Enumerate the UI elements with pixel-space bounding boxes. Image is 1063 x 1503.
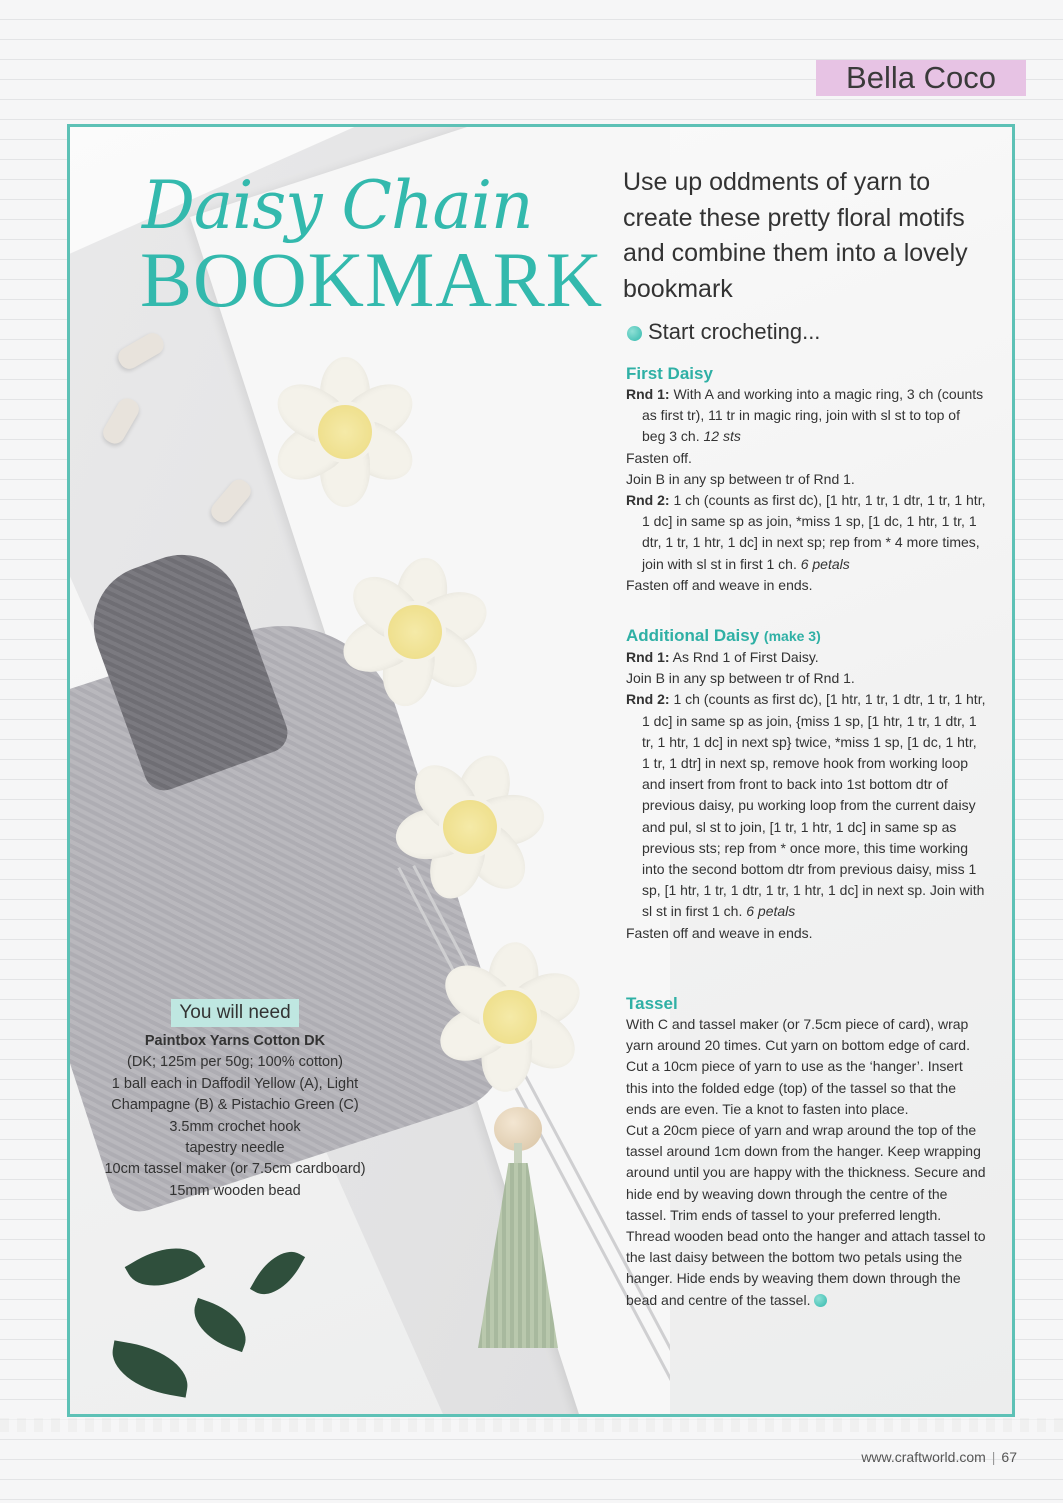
additional-daisy-rnd2: Rnd 2: 1 ch (counts as first dc), [1 htr, 1 tr, 1 dtr, 1 tr, 1 htr, 1 dc] in same sp as join, {miss 1 sp, [1 htr, 1 tr, 1 dtr, 1 tr, 1 htr, 1 dc] in next sp} twice, *miss 1 sp, [1 dc, 1 htr, 1 tr, 1 dtr] in next sp, remove hook from working loop and insert from front to back into 1st bottom dtr of previous daisy, pu working loop from the current daisy and pul, sl st to join, [1 tr, 1 htr, 1 dc] in same sp as previous sts; rep from * once more, this time working into the second bottom dtr from previous daisy, miss 1 sp, [1 htr, 1 tr, 1 dtr, 1 tr, 1 htr, 1 dc] in next sp. Join with sl st in first 1 ch. 6 petals [626, 691, 986, 920]
need-line: tapestry needle [185, 1140, 285, 1157]
article-frame [67, 124, 1015, 1417]
start-heading [627, 319, 820, 345]
first-daisy-section [626, 363, 986, 596]
tassel-para-1: With C and tassel maker (or 7.5cm piece of card), wrap yarn around 20 times. Cut yarn on bottom edge of card. Cut a 10cm piece of yarn to use as the ‘hanger’. Insert this into the folded edge (top) of the tassel so that the ends are even. Tie a knot to fasten into place. [626, 1016, 970, 1117]
photo-leaf [107, 1340, 193, 1397]
start-label: Start crocheting... [648, 319, 821, 344]
title-caps: BOOKMARK [140, 236, 604, 323]
need-line: (DK; 125m per 50g; 100% cotton) [126, 1054, 343, 1071]
bookmark-photo [70, 127, 670, 1414]
yarn-ball-icon [627, 326, 642, 341]
additional-daisy-section [626, 625, 986, 944]
need-line: 1 ball each in Daffodil Yellow (A), Light [111, 1075, 359, 1092]
intro-text: Use up oddments of yarn to create these pretty floral motifs and combine them into a lovely bookmark [623, 168, 968, 303]
photo-leaf [250, 1241, 305, 1305]
photo-leaf [125, 1232, 206, 1302]
photo-leaf [186, 1298, 255, 1352]
crochet-daisy [395, 752, 545, 902]
need-line: 3.5mm crochet hook [169, 1118, 301, 1135]
additional-daisy-heading: Additional Daisy (make 3) [626, 626, 821, 645]
first-daisy-rnd1: Rnd 1: With A and working into a magic ring, 3 ch (counts as first tr), 11 tr in magic ring, join with sl st to top of beg 3 ch. 12 sts [626, 386, 984, 445]
title-script: Daisy Chain [142, 167, 533, 244]
crochet-daisy [270, 357, 420, 507]
footer-site: www.craftworld.com [861, 1449, 986, 1465]
you-will-need-heading: You will need [171, 999, 298, 1027]
need-line: 10cm tassel maker (or 7.5cm cardboard) [104, 1161, 366, 1178]
tassel-section [626, 993, 986, 1311]
crochet-daisy [435, 942, 585, 1092]
need-line: 15mm wooden bead [169, 1182, 301, 1199]
crochet-daisy [340, 557, 490, 707]
page-footer: www.craftworld.com | 67 [861, 1449, 1017, 1465]
designer-tag: Bella Coco [816, 60, 1026, 96]
first-daisy-join: Join B in any sp between tr of Rnd 1. [626, 470, 855, 487]
need-line: Champagne (B) & Pistachio Green (C) [111, 1097, 359, 1114]
first-daisy-heading: First Daisy [626, 364, 713, 383]
first-daisy-rnd2: Rnd 2: 1 ch (counts as first dc), [1 htr, 1 tr, 1 dtr, 1 tr, 1 htr, 1 dc] in same sp as join, *miss 1 sp, [1 dc, 1 htr, 1 tr, 1 dtr, 1 tr, 1 htr, 1 dc] in next sp; rep from * 4 more times, join with sl st in first 1 ch. 6 petals [626, 492, 986, 572]
page-number: 67 [1001, 1449, 1017, 1465]
additional-daisy-join: Join B in any sp between tr of Rnd 1. [626, 670, 855, 687]
additional-daisy-rnd1: Rnd 1: As Rnd 1 of First Daisy. [626, 649, 819, 665]
tassel-heading: Tassel [626, 994, 678, 1013]
first-daisy-fasten-weave: Fasten off and weave in ends. [626, 576, 813, 593]
yarn-ball-icon [814, 1294, 827, 1307]
you-will-need-box [70, 999, 400, 1202]
tassel-para-2: Cut a 20cm piece of yarn and wrap around the top of the tassel around 1cm down from the hanger. Keep wrapping around until you are happy with the thickness. Secure and hide end by weaving down through the centre of the tassel. Trim ends of tassel to your preferred length. Thread wooden bead onto the hanger and attach tassel to the last daisy between the bottom two petals using the hanger. Hide ends by weaving them down through the bead and centre of the tassel. [626, 1122, 986, 1308]
additional-daisy-fasten: Fasten off and weave in ends. [626, 924, 813, 941]
torn-edge [0, 1418, 1063, 1432]
first-daisy-fasten: Fasten off. [626, 449, 692, 466]
need-line: Paintbox Yarns Cotton DK [144, 1033, 326, 1049]
